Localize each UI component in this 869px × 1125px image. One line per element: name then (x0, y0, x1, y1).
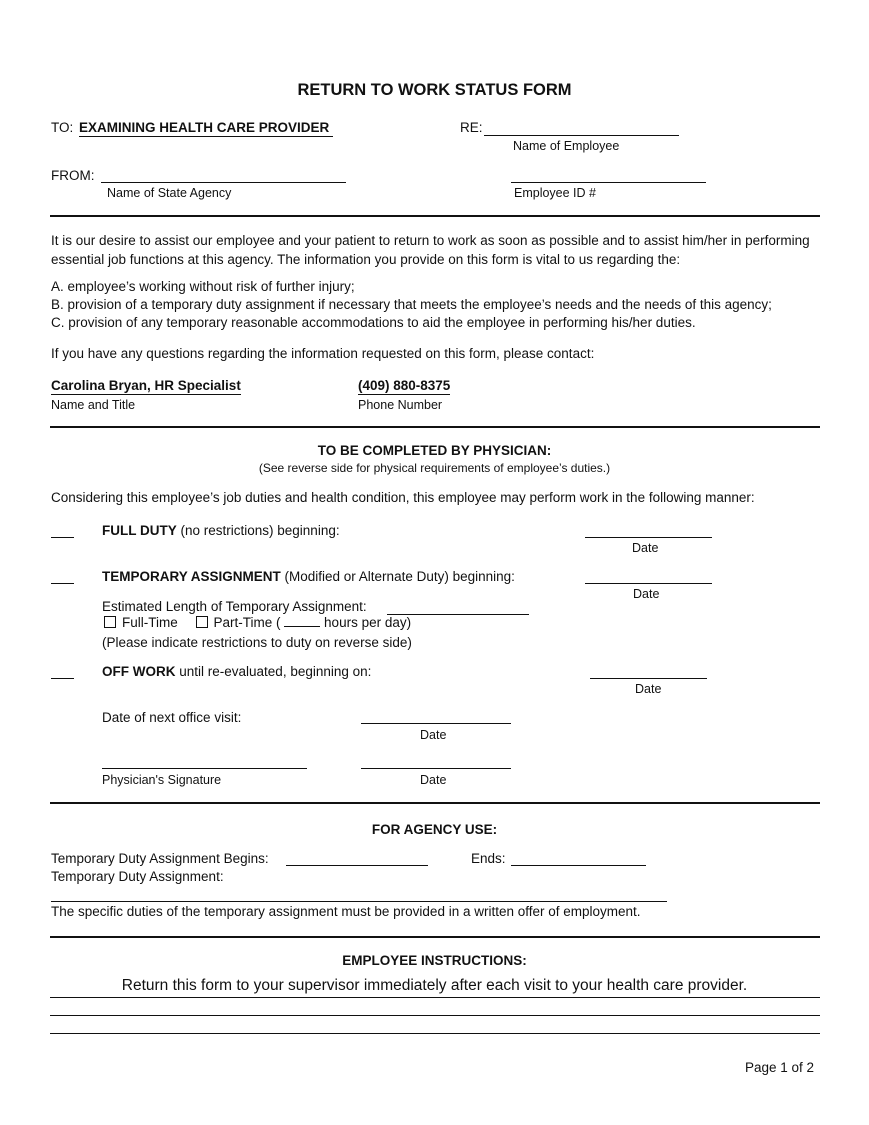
next-visit-date-field[interactable] (361, 723, 511, 724)
section-divider (50, 802, 820, 804)
temp-assignment-checkline[interactable] (51, 583, 74, 584)
intro-item-c: C. provision of any temporary reasonable accommodations to aid the employee in performing his/her duties. (51, 315, 696, 330)
full-time-checkbox[interactable] (104, 616, 116, 628)
physician-heading: TO BE COMPLETED BY PHYSICIAN: (317, 443, 552, 458)
instruction-line (50, 1033, 820, 1034)
state-agency-field[interactable] (101, 182, 346, 183)
work-time-options (104, 615, 411, 630)
off-work-bold: OFF WORK (102, 664, 176, 679)
state-agency-caption: Name of State Agency (107, 186, 232, 200)
assignment-begins-label: Temporary Duty Assignment Begins: (51, 851, 269, 866)
instruction-line (50, 997, 820, 998)
signature-date-field[interactable] (361, 768, 511, 769)
assignment-ends-label: Ends: (471, 851, 506, 866)
full-duty-bold: FULL DUTY (102, 523, 177, 538)
full-duty-label (102, 523, 340, 538)
employee-name-field[interactable] (484, 135, 679, 136)
signature-date-caption: Date (420, 773, 447, 787)
assignment-details-field[interactable] (51, 901, 667, 902)
to-label: TO: (51, 120, 74, 135)
next-visit-date-caption: Date (420, 728, 447, 742)
assignment-ends-field[interactable] (511, 865, 646, 866)
full-duty-rest: (no restrictions) beginning: (176, 523, 340, 538)
employee-instruction: Return this form to your supervisor immediately after each visit to your health care provider. (121, 977, 748, 994)
contact-phone: (409) 880-8375 (358, 378, 451, 393)
page-number: Page 1 of 2 (745, 1060, 815, 1075)
employee-name-caption: Name of Employee (513, 139, 620, 153)
off-work-date-field[interactable] (590, 678, 707, 679)
form-title: RETURN TO WORK STATUS FORM (297, 81, 572, 99)
next-visit-label: Date of next office visit: (102, 710, 242, 725)
temp-assignment-date-caption: Date (633, 587, 660, 601)
temp-assignment-date-field[interactable] (585, 583, 712, 584)
physician-signature-caption: Physician's Signature (102, 773, 222, 787)
employee-id-field[interactable] (511, 182, 706, 183)
re-label: RE: (460, 120, 483, 135)
physician-signature-field[interactable] (102, 768, 307, 769)
hours-per-day-field[interactable] (284, 626, 320, 627)
intro-paragraph: It is our desire to assist our employee and your patient to return to work as soon as possible and to assist him/her in performing essential job functions at this agency. The information you provide on this form is vital to us regarding the: (51, 233, 810, 267)
temp-assignment-rest: (Modified or Alternate Duty) beginning: (280, 569, 515, 584)
contact-name-caption: Name and Title (51, 398, 136, 412)
contact-name: Carolina Bryan, HR Specialist (51, 378, 241, 393)
assignment-label: Temporary Duty Assignment: (51, 869, 224, 884)
to-recipient: EXAMINING HEALTH CARE PROVIDER (79, 120, 333, 137)
full-duty-date-field[interactable] (585, 537, 712, 538)
off-work-rest: until re-evaluated, beginning on: (175, 664, 372, 679)
restrictions-note: (Please indicate restrictions to duty on reverse side) (102, 635, 412, 650)
off-work-date-caption: Date (635, 682, 662, 696)
from-label: FROM: (51, 168, 95, 183)
employee-id-caption: Employee ID # (514, 186, 596, 200)
off-work-checkline[interactable] (51, 678, 74, 679)
assignment-begins-field[interactable] (286, 865, 428, 866)
temp-assignment-label (102, 569, 515, 584)
section-divider (50, 936, 820, 938)
employee-heading: EMPLOYEE INSTRUCTIONS: (342, 953, 527, 968)
questions-text: If you have any questions regarding the information requested on this form, please contact: (51, 346, 595, 361)
intro-item-b: B. provision of a temporary duty assignment if necessary that meets the employee’s needs and the needs of this agency; (51, 297, 772, 312)
section-divider (50, 426, 820, 428)
hours-per-day-label: hours per day) (324, 615, 412, 630)
off-work-label (102, 664, 371, 679)
considering-text: Considering this employee’s job duties and health condition, this employee may perform work in the following manner: (51, 490, 755, 505)
physician-subheading: (See reverse side for physical requirements of employee’s duties.) (258, 461, 611, 475)
full-duty-date-caption: Date (632, 541, 659, 555)
instruction-line (50, 1015, 820, 1016)
full-duty-checkline[interactable] (51, 537, 74, 538)
temp-assignment-bold: TEMPORARY ASSIGNMENT (102, 569, 281, 584)
agency-note: The specific duties of the temporary assignment must be provided in a written offer of employment. (51, 904, 641, 919)
agency-heading: FOR AGENCY USE: (371, 822, 498, 837)
intro-item-a: A. employee’s working without risk of further injury; (51, 279, 355, 294)
full-time-label: Full-Time (122, 615, 178, 630)
estimated-length-label: Estimated Length of Temporary Assignment: (102, 599, 367, 614)
contact-phone-caption: Phone Number (358, 398, 443, 412)
part-time-checkbox[interactable] (196, 616, 208, 628)
part-time-label: Part-Time ( (213, 615, 281, 630)
section-divider (50, 215, 820, 217)
